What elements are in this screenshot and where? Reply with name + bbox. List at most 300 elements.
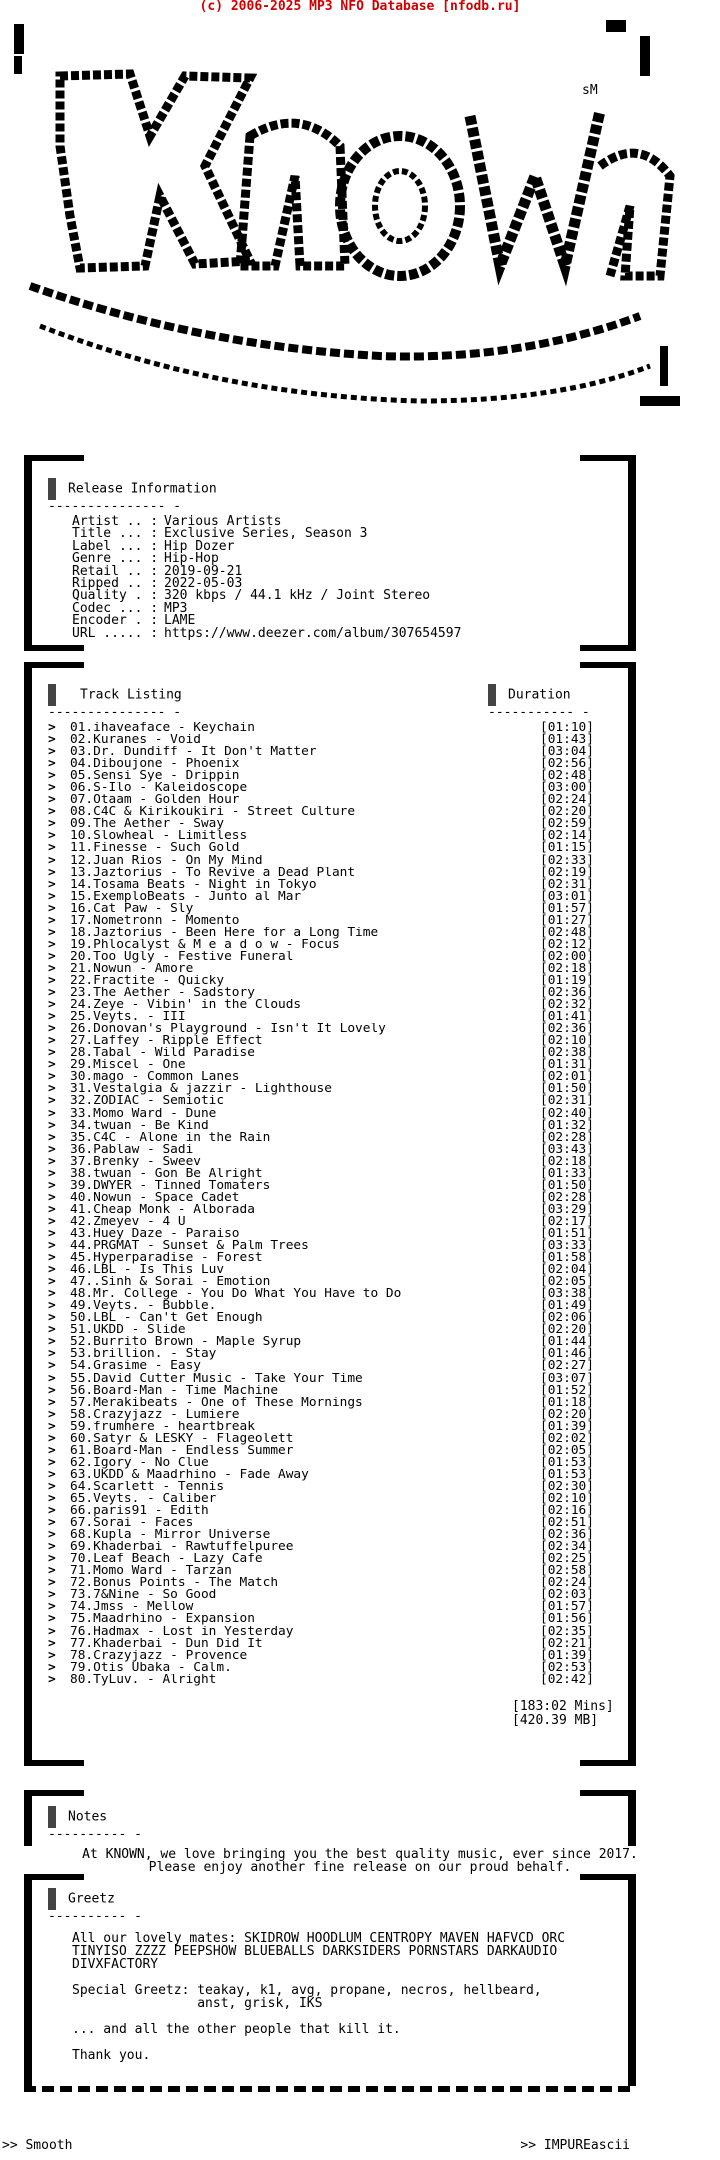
frame-top-right	[580, 455, 636, 461]
greetz-special: Special Greetz: teakay, k1, avg, propane, necros, hellbeard, anst, grisk, IKS	[72, 1983, 542, 2011]
greetz-mates: All our lovely mates: SKIDROW HOODLUM CENTROPY MAVEN HAFVCD ORC TINYISO ZZZZ PEEPSHOW BLUEBALLS DARKSIDERS PORNSTARS DARKAUDIO DIVXFACTORY	[72, 1931, 566, 1972]
track-bullet-icon: >	[48, 985, 56, 1001]
track-bullet-icon: >	[48, 1382, 56, 1398]
track-duration: [02:35]	[540, 1623, 594, 1639]
track-duration: [02:58]	[540, 1563, 594, 1579]
track-row	[48, 1201, 610, 1217]
track-duration: [02:03]	[540, 1587, 594, 1603]
track-bullet-icon: >	[48, 1563, 56, 1579]
release-info-title: Release Information	[68, 481, 217, 497]
track-title: 51.UKDD - Slide	[70, 1324, 186, 1337]
track-title: 09.The Aether - Sway	[70, 818, 225, 831]
track-bullet-icon: >	[48, 888, 56, 904]
track-bullet-icon: >	[48, 828, 56, 844]
track-bullet-icon: >	[48, 1478, 56, 1494]
track-duration: [02:02]	[540, 1430, 594, 1446]
track-title: 07.Otaam - Golden Hour	[70, 794, 240, 807]
greetz-thanks: Thank you.	[72, 2048, 151, 2063]
track-duration: [02:24]	[540, 792, 594, 808]
track-bullet-icon: >	[48, 1129, 56, 1145]
track-bullet-icon: >	[48, 1551, 56, 1567]
info-row: URL ..... : https://www.deezer.com/album/307654597	[72, 625, 462, 641]
tracklist-header: Track Listing --------------- -	[48, 684, 182, 720]
track-title: 45.Hyperparadise - Forest	[70, 1252, 263, 1265]
track-title: 65.Veyts. - Caliber	[70, 1493, 217, 1506]
track-bullet-icon: >	[48, 780, 56, 796]
track-duration: [02:10]	[540, 1491, 594, 1506]
track-duration: [01:58]	[540, 1250, 594, 1266]
track-title: 80.TyLuv. - Alright	[70, 1673, 217, 1686]
track-row	[48, 1601, 610, 1613]
nfo-database-credit: (c) 2006-2025 MP3 NFO Database [nfodb.ru]	[199, 0, 521, 14]
totals	[512, 1700, 614, 1728]
track-row	[48, 1541, 610, 1553]
track-duration: [01:52]	[540, 1382, 594, 1398]
track-duration: [01:50]	[540, 1081, 594, 1097]
track-title: 28.Tabal - Wild Paradise	[70, 1047, 255, 1060]
track-duration: [01:53]	[540, 1454, 594, 1470]
greetz-others: ... and all the other people that kill it.	[72, 2022, 401, 2037]
track-row	[48, 912, 610, 928]
track-duration: [02:56]	[540, 756, 594, 772]
track-bullet-icon: >	[48, 1406, 56, 1422]
track-bullet-icon: >	[48, 1647, 56, 1663]
track-title: 04.Diboujone - Phoenix	[70, 758, 240, 771]
greetz-body	[72, 1932, 565, 2062]
track-duration: [02:51]	[540, 1515, 594, 1531]
track-title: 79.Otis Ubaka - Calm.	[70, 1661, 232, 1674]
tracklist-frame-top-left	[24, 662, 84, 668]
track-duration: [01:32]	[540, 1117, 594, 1133]
track-row	[48, 1023, 610, 1035]
track-title: 34.twuan - Be Kind	[70, 1119, 209, 1132]
track-row	[48, 972, 610, 988]
track-title: 58.Crazyjazz - Lumiere	[70, 1408, 240, 1421]
track-row	[48, 1577, 610, 1589]
track-bullet-icon: >	[48, 1141, 56, 1157]
track-duration: [03:33]	[540, 1238, 594, 1254]
track-bullet-icon: >	[48, 1250, 56, 1266]
track-title: 21.Nowun - Amore	[70, 962, 194, 975]
track-title: 19.Phlocalyst & M e a d o w - Focus	[70, 938, 340, 951]
frame-bottom-right	[580, 645, 636, 651]
track-row	[48, 1589, 610, 1601]
track-duration: [03:01]	[540, 888, 594, 904]
track-row	[48, 1083, 610, 1095]
track-bullet-icon: >	[48, 876, 56, 892]
track-duration: [02:31]	[540, 1093, 594, 1109]
track-title: 43.Huey Daze - Paraiso	[70, 1227, 240, 1241]
track-title: 75.Maadrhino - Expansion	[70, 1613, 255, 1626]
track-row	[48, 1153, 610, 1169]
greetz-frame-left	[24, 1874, 32, 2092]
track-row	[48, 1324, 610, 1336]
track-row	[48, 1288, 610, 1300]
track-bullet-icon: >	[48, 1274, 56, 1290]
track-duration: [02:32]	[540, 997, 594, 1013]
track-row	[48, 1565, 610, 1577]
track-duration: [01:39]	[540, 1647, 594, 1663]
track-row	[48, 782, 610, 794]
track-title: 26.Donovan's Playground - Isn't It Lovely	[70, 1023, 386, 1036]
track-bullet-icon: >	[48, 732, 56, 748]
track-row	[48, 864, 610, 880]
track-title: 23.The Aether - Sadstory	[70, 987, 255, 1000]
track-title: 32.ZODIAC - Semiotic	[70, 1095, 225, 1108]
track-row	[48, 1095, 610, 1107]
track-title: 05.Sensi Sye - Drippin	[70, 770, 240, 783]
track-row	[48, 746, 610, 758]
track-duration: [02:19]	[540, 864, 594, 880]
tracklist-frame-bottom-right	[580, 1760, 636, 1766]
duration-title: Duration	[508, 687, 571, 703]
track-bullet-icon: >	[48, 1298, 56, 1314]
notes-frame-left	[24, 1790, 32, 1846]
track-duration: [02:28]	[540, 1189, 594, 1205]
track-title: 41.Cheap Monk - Alborada	[70, 1203, 255, 1216]
track-bullet-icon: >	[48, 1177, 56, 1193]
track-title: 10.Slowheal - Limitless	[70, 830, 248, 843]
track-duration: [02:16]	[540, 1503, 594, 1519]
track-bullet-icon: >	[48, 1454, 56, 1470]
track-bullet-icon: >	[48, 924, 56, 940]
track-bullet-icon: >	[48, 1515, 56, 1531]
track-duration: [02:40]	[540, 1105, 594, 1121]
track-title: 48.Mr. College - You Do What You Have to Do	[70, 1288, 402, 1301]
track-title: 76.Hadmax - Lost in Yesterday	[70, 1625, 294, 1638]
tracklist-frame-bottom-left	[24, 1760, 84, 1766]
info-row: Label ... : Hip Dozer	[72, 538, 235, 554]
track-row	[48, 1189, 610, 1205]
track-duration: [03:07]	[540, 1370, 594, 1386]
track-row	[48, 1105, 610, 1121]
track-bullet-icon: >	[48, 768, 56, 784]
track-title: 60.Satyr & LESKY - Flageolett	[70, 1432, 294, 1445]
track-title: 71.Momo Ward - Tarzan	[70, 1565, 232, 1578]
track-row	[48, 1117, 610, 1133]
track-row	[48, 1240, 610, 1252]
track-bullet-icon: >	[48, 1105, 56, 1121]
track-bullet-icon: >	[48, 1659, 56, 1675]
track-bullet-icon: >	[48, 1442, 56, 1458]
track-duration: [02:48]	[540, 768, 594, 784]
track-row	[48, 852, 610, 868]
greetz-title: Greetz	[68, 1891, 115, 1907]
track-row	[48, 1406, 610, 1422]
track-title: 02.Kuranes - Void	[70, 734, 201, 747]
track-title: 44.PRGMAT - Sunset & Palm Trees	[70, 1240, 309, 1253]
track-duration: [02:17]	[540, 1213, 594, 1229]
track-row	[48, 722, 610, 734]
track-bullet-icon: >	[48, 720, 56, 735]
track-row	[48, 770, 610, 782]
track-duration: [02:20]	[540, 1406, 594, 1422]
track-bullet-icon: >	[48, 1021, 56, 1037]
track-bullet-icon: >	[48, 1671, 56, 1687]
track-row	[48, 1300, 610, 1312]
track-title: 17.Nometronn - Momento	[70, 914, 240, 927]
track-bullet-icon: >	[48, 1418, 56, 1434]
track-list	[48, 722, 610, 1686]
track-title: 49.Veyts. - Bubble.	[70, 1300, 217, 1313]
track-bullet-icon: >	[48, 1334, 56, 1350]
frame-left-bar	[24, 455, 32, 651]
track-title: 61.Board-Man - Endless Summer	[70, 1444, 294, 1457]
track-bullet-icon: >	[48, 1117, 56, 1133]
track-duration: [01:51]	[540, 1225, 594, 1241]
greetz-frame-top-left	[24, 1874, 84, 1880]
track-title: 27.Laffey - Ripple Effect	[70, 1035, 263, 1048]
track-title: 39.DWYER - Tinned Tomaters	[70, 1179, 271, 1192]
track-row	[48, 1035, 610, 1047]
track-duration: [02:14]	[540, 828, 594, 844]
track-row	[48, 1613, 610, 1625]
track-title: 20.Too Ugly - Festive Funeral	[70, 950, 294, 963]
track-bullet-icon: >	[48, 1503, 56, 1519]
track-row	[48, 1454, 610, 1470]
track-row	[48, 1276, 610, 1288]
track-title: 35.C4C - Alone in the Rain	[70, 1131, 271, 1144]
track-bullet-icon: >	[48, 1466, 56, 1482]
track-row	[48, 1225, 610, 1241]
track-row	[48, 806, 610, 818]
track-row	[48, 830, 610, 842]
track-bullet-icon: >	[48, 1033, 56, 1049]
track-row	[48, 1059, 610, 1071]
track-row	[48, 1659, 610, 1675]
tracklist-frame-top-right	[580, 662, 636, 668]
track-duration: [01:33]	[540, 1165, 594, 1181]
track-bullet-icon: >	[48, 744, 56, 760]
track-duration: [02:01]	[540, 1069, 594, 1085]
track-row	[48, 1553, 610, 1565]
track-bullet-icon: >	[48, 1310, 56, 1326]
track-row	[48, 842, 610, 854]
release-info-header: Release Information --------------- -	[48, 478, 217, 514]
track-bullet-icon: >	[48, 1189, 56, 1205]
track-title: 13.Jaztorius - To Revive a Dead Plant	[70, 866, 356, 879]
track-duration: [02:05]	[540, 1274, 594, 1290]
track-bullet-icon: >	[48, 1611, 56, 1627]
track-duration: [01:41]	[540, 1009, 594, 1025]
frame-bottom-left	[24, 645, 84, 651]
notes-frame-top-right	[580, 1790, 636, 1796]
track-row	[48, 987, 610, 999]
info-row: Ripped .. : 2022-05-03	[72, 575, 243, 591]
track-bullet-icon: >	[48, 960, 56, 976]
track-duration: [02:36]	[540, 1527, 594, 1543]
track-duration: [01:53]	[540, 1466, 594, 1482]
track-title: 78.Crazyjazz - Provence	[70, 1649, 248, 1662]
track-duration: [01:43]	[540, 732, 594, 748]
track-title: 16.Cat Paw - Sly	[70, 902, 194, 915]
track-duration: [02:18]	[540, 960, 594, 976]
track-row	[48, 1312, 610, 1324]
track-row	[48, 936, 610, 952]
track-duration: [02:42]	[540, 1671, 594, 1687]
track-title: 31.Vestalgia & jazzir - Lighthouse	[70, 1083, 332, 1096]
track-row	[48, 1466, 610, 1482]
track-row	[48, 1336, 610, 1348]
track-bullet-icon: >	[48, 804, 56, 820]
track-duration: [01:27]	[540, 912, 594, 928]
track-bullet-icon: >	[48, 852, 56, 868]
track-duration: [02:27]	[540, 1358, 594, 1374]
track-title: 47..Sinh & Sorai - Emotion	[70, 1276, 271, 1289]
track-bullet-icon: >	[48, 1045, 56, 1061]
track-duration: [03:00]	[540, 780, 594, 796]
track-bullet-icon: >	[48, 997, 56, 1013]
track-duration: [02:36]	[540, 985, 594, 1001]
track-duration: [02:24]	[540, 1575, 594, 1591]
track-title: 77.Khaderbai - Dun Did It	[70, 1637, 263, 1650]
track-bullet-icon: >	[48, 864, 56, 880]
track-row	[48, 1430, 610, 1446]
track-row	[48, 818, 610, 830]
track-duration: [02:30]	[540, 1478, 594, 1494]
track-duration: [01:44]	[540, 1334, 594, 1350]
track-row	[48, 1213, 610, 1229]
track-bullet-icon: >	[48, 1370, 56, 1386]
track-row	[48, 794, 610, 806]
notes-header: Notes ---------- -	[48, 1806, 142, 1842]
track-title: 68.Kupla - Mirror Universe	[70, 1529, 271, 1542]
footer-left-credit: >> Smooth	[2, 2138, 73, 2153]
track-title: 33.Momo Ward - Dune	[70, 1107, 217, 1120]
track-bullet-icon: >	[48, 1213, 56, 1229]
track-duration: [02:00]	[540, 948, 594, 964]
track-duration: [01:57]	[540, 900, 594, 916]
track-row	[48, 924, 610, 940]
tracklist-title: Track Listing	[80, 687, 182, 703]
track-bullet-icon: >	[48, 1081, 56, 1097]
track-title: 62.Igory - No Clue	[70, 1456, 209, 1469]
track-bullet-icon: >	[48, 1635, 56, 1651]
track-bullet-icon: >	[48, 1009, 56, 1025]
track-duration: [02:33]	[540, 852, 594, 868]
track-title: 50.LBL - Can't Get Enough	[70, 1312, 263, 1325]
track-duration: [01:56]	[540, 1611, 594, 1627]
track-row	[48, 1647, 610, 1663]
track-bullet-icon: >	[48, 1322, 56, 1338]
track-row	[48, 1047, 610, 1059]
track-bullet-icon: >	[48, 840, 56, 856]
track-bullet-icon: >	[48, 972, 56, 988]
track-row	[48, 1635, 610, 1651]
track-row	[48, 1394, 610, 1410]
track-bullet-icon: >	[48, 1346, 56, 1362]
greetz-frame-right	[628, 1874, 636, 2092]
track-duration: [02:34]	[540, 1539, 594, 1555]
track-duration: [01:39]	[540, 1418, 594, 1434]
info-row: Title ... : Exclusive Series, Season 3	[72, 526, 368, 542]
track-title: 36.Pablaw - Sadi	[70, 1143, 194, 1156]
track-title: 67.Sorai - Faces	[70, 1517, 194, 1530]
track-row	[48, 1623, 610, 1639]
track-bullet-icon: >	[48, 1165, 56, 1181]
track-bullet-icon: >	[48, 948, 56, 964]
track-bullet-icon: >	[48, 1623, 56, 1639]
track-row	[48, 900, 610, 916]
track-title: 72.Bonus Points - The Match	[70, 1577, 279, 1590]
track-bullet-icon: >	[48, 1539, 56, 1555]
track-bullet-icon: >	[48, 1201, 56, 1217]
track-title: 25.Veyts. - III	[70, 1011, 186, 1024]
track-title: 64.Scarlett - Tennis	[70, 1480, 225, 1493]
notes-title: Notes	[68, 1809, 108, 1825]
track-bullet-icon: >	[48, 1358, 56, 1374]
track-row	[48, 1011, 610, 1023]
track-row	[48, 734, 610, 746]
track-row	[48, 1129, 610, 1145]
track-row	[48, 1071, 610, 1083]
release-url[interactable]: https://www.deezer.com/album/307654597	[164, 625, 462, 641]
track-duration: [02:28]	[540, 1129, 594, 1145]
track-duration: [02:04]	[540, 1262, 594, 1278]
track-title: 15.ExemploBeats - Junto al Mar	[70, 890, 302, 903]
track-bullet-icon: >	[48, 1093, 56, 1109]
track-duration: [01:15]	[540, 840, 594, 856]
track-duration: [02:53]	[540, 1659, 594, 1675]
track-title: 08.C4C & Kirikoukiri - Street Culture	[70, 806, 356, 819]
track-title: 12.Juan Rios - On My Mind	[70, 854, 263, 867]
track-row	[48, 1141, 610, 1157]
track-duration: [02:06]	[540, 1310, 594, 1326]
track-bullet-icon: >	[48, 1394, 56, 1410]
track-duration: [02:05]	[540, 1442, 594, 1458]
track-title: 01.ihaveaface - Keychain	[70, 722, 255, 735]
track-duration: [01:19]	[540, 972, 594, 988]
track-row	[48, 1442, 610, 1458]
track-bullet-icon: >	[48, 900, 56, 916]
info-row: Codec ... : MP3	[72, 600, 188, 616]
track-bullet-icon: >	[48, 756, 56, 772]
track-duration: [03:04]	[540, 744, 594, 760]
track-title: 22.Fractite - Quicky	[70, 974, 225, 988]
track-title: 56.Board-Man - Time Machine	[70, 1384, 279, 1397]
track-bullet-icon: >	[48, 1262, 56, 1278]
track-duration: [03:29]	[540, 1201, 594, 1217]
track-duration: [01:18]	[540, 1394, 594, 1410]
track-row	[48, 948, 610, 964]
logo-tag: sM	[582, 83, 598, 98]
track-title: 38.twuan - Gon Be Alright	[70, 1167, 263, 1180]
track-row	[48, 1529, 610, 1541]
track-bullet-icon: >	[48, 1575, 56, 1591]
track-title: 18.Jaztorius - Been Here for a Long Time	[70, 926, 379, 939]
track-title: 55.David Cutter Music - Take Your Time	[70, 1372, 363, 1385]
track-bullet-icon: >	[48, 1069, 56, 1085]
track-title: 73.7&Nine - So Good	[70, 1589, 217, 1602]
track-title: 57.Merakibeats - One of These Mornings	[70, 1396, 363, 1409]
track-title: 11.Finesse - Such Gold	[70, 842, 240, 855]
track-row	[48, 1505, 610, 1517]
track-duration: [02:12]	[540, 936, 594, 952]
track-duration: [02:59]	[540, 816, 594, 832]
track-title: 70.Leaf Beach - Lazy Cafe	[70, 1553, 263, 1566]
track-row	[48, 1370, 610, 1386]
track-row	[48, 1478, 610, 1494]
track-title: 29.Miscel - One	[70, 1059, 186, 1072]
track-row	[48, 758, 610, 770]
duration-header: Duration ----------- -	[488, 684, 590, 720]
track-duration: [03:38]	[540, 1286, 594, 1302]
track-title: 06.S-Ilo - Kaleidoscope	[70, 782, 248, 795]
track-title: 74.Jmss - Mellow	[70, 1601, 194, 1614]
track-duration: [02:21]	[540, 1635, 594, 1651]
track-duration: [03:43]	[540, 1141, 594, 1157]
track-row	[48, 1264, 610, 1276]
